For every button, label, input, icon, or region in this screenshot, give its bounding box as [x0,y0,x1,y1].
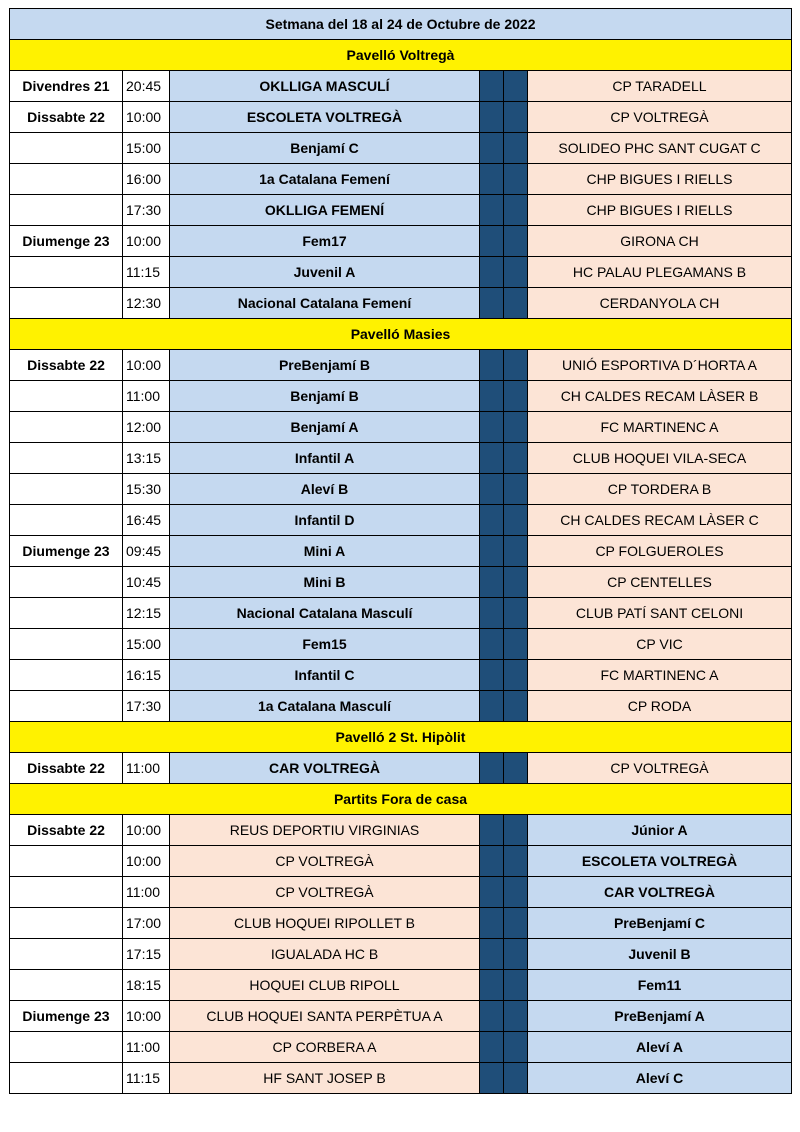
match-day: Diumenge 23 [10,226,123,257]
match-right: CHP BIGUES I RIELLS [528,164,792,195]
divider-cell [504,1032,528,1063]
match-left: CP VOLTREGÀ [170,846,480,877]
match-left: Benjamí A [170,412,480,443]
match-left: OKLLIGA FEMENÍ [170,195,480,226]
match-left: Fem17 [170,226,480,257]
divider-cell [504,474,528,505]
divider-cell [504,381,528,412]
divider-cell [480,505,504,536]
match-day [10,1032,123,1063]
match-row [10,908,792,939]
match-time: 11:15 [123,1063,170,1094]
divider-cell [480,474,504,505]
match-day: Diumenge 23 [10,1001,123,1032]
match-row [10,226,792,257]
match-right: CP VOLTREGÀ [528,102,792,133]
divider-cell [480,226,504,257]
match-time: 17:30 [123,691,170,722]
match-right: GIRONA CH [528,226,792,257]
divider-cell [480,846,504,877]
match-time: 11:00 [123,877,170,908]
section-title: Pavelló 2 St. Hipòlit [10,722,792,753]
match-day [10,288,123,319]
match-right: CP FOLGUEROLES [528,536,792,567]
match-left: Aleví B [170,474,480,505]
divider-cell [504,691,528,722]
match-right: CH CALDES RECAM LÀSER C [528,505,792,536]
match-row [10,381,792,412]
divider-cell [480,195,504,226]
match-right: CP TORDERA B [528,474,792,505]
match-time: 10:00 [123,846,170,877]
divider-cell [480,102,504,133]
divider-cell [480,350,504,381]
match-left: CLUB HOQUEI RIPOLLET B [170,908,480,939]
match-row [10,753,792,784]
section-title: Partits Fora de casa [10,784,792,815]
divider-cell [504,164,528,195]
match-row [10,350,792,381]
match-left: HF SANT JOSEP B [170,1063,480,1094]
divider-cell [504,1001,528,1032]
match-row [10,939,792,970]
match-time: 17:30 [123,195,170,226]
divider-cell [504,288,528,319]
match-left: CAR VOLTREGÀ [170,753,480,784]
section-title: Pavelló Voltregà [10,40,792,71]
match-row [10,133,792,164]
divider-cell [504,71,528,102]
match-time: 16:15 [123,660,170,691]
match-day [10,164,123,195]
match-left: Infantil A [170,443,480,474]
match-time: 11:00 [123,381,170,412]
match-left: HOQUEI CLUB RIPOLL [170,970,480,1001]
divider-cell [480,1001,504,1032]
divider-cell [480,536,504,567]
divider-cell [480,443,504,474]
divider-cell [480,815,504,846]
match-day [10,474,123,505]
match-time: 15:30 [123,474,170,505]
match-day [10,629,123,660]
match-left: Nacional Catalana Masculí [170,598,480,629]
match-row [10,598,792,629]
divider-cell [480,939,504,970]
match-left: 1a Catalana Masculí [170,691,480,722]
divider-cell [504,257,528,288]
schedule-title: Setmana del 18 al 24 de Octubre de 2022 [10,9,792,40]
match-day: Dissabte 22 [10,102,123,133]
match-time: 12:15 [123,598,170,629]
match-right: CERDANYOLA CH [528,288,792,319]
divider-cell [504,133,528,164]
match-time: 17:15 [123,939,170,970]
match-time: 09:45 [123,536,170,567]
match-day [10,908,123,939]
divider-cell [480,381,504,412]
match-day [10,598,123,629]
match-day [10,691,123,722]
match-right: FC MARTINENC A [528,660,792,691]
match-left: Fem15 [170,629,480,660]
match-right: Juvenil B [528,939,792,970]
divider-cell [504,629,528,660]
divider-cell [480,598,504,629]
match-row [10,1001,792,1032]
match-right: CP VOLTREGÀ [528,753,792,784]
match-right: CAR VOLTREGÀ [528,877,792,908]
divider-cell [480,970,504,1001]
divider-cell [504,970,528,1001]
match-day [10,381,123,412]
section-header-row [10,319,792,350]
match-left: IGUALADA HC B [170,939,480,970]
match-right: HC PALAU PLEGAMANS B [528,257,792,288]
match-row [10,474,792,505]
match-time: 10:00 [123,815,170,846]
divider-cell [504,908,528,939]
section-header-row [10,784,792,815]
divider-cell [504,505,528,536]
section-header-row [10,40,792,71]
match-time: 11:00 [123,753,170,784]
divider-cell [480,71,504,102]
match-time: 11:00 [123,1032,170,1063]
divider-cell [504,226,528,257]
match-left: Benjamí C [170,133,480,164]
match-day [10,567,123,598]
section-title: Pavelló Masies [10,319,792,350]
match-row [10,536,792,567]
match-row [10,846,792,877]
match-time: 15:00 [123,133,170,164]
match-right: PreBenjamí A [528,1001,792,1032]
match-day [10,1063,123,1094]
title-row [10,9,792,40]
match-left: 1a Catalana Femení [170,164,480,195]
match-left: Mini A [170,536,480,567]
match-day [10,443,123,474]
divider-cell [504,536,528,567]
match-time: 10:00 [123,102,170,133]
match-row [10,629,792,660]
divider-cell [480,877,504,908]
match-time: 11:15 [123,257,170,288]
match-left: Infantil D [170,505,480,536]
divider-cell [504,412,528,443]
match-right: Aleví A [528,1032,792,1063]
match-time: 15:00 [123,629,170,660]
match-day [10,877,123,908]
divider-cell [480,629,504,660]
match-row [10,443,792,474]
match-right: ESCOLETA VOLTREGÀ [528,846,792,877]
match-row [10,257,792,288]
divider-cell [480,1032,504,1063]
match-right: Júnior A [528,815,792,846]
match-row [10,877,792,908]
match-day [10,412,123,443]
match-day [10,195,123,226]
divider-cell [504,753,528,784]
match-row [10,970,792,1001]
divider-cell [480,1063,504,1094]
match-time: 18:15 [123,970,170,1001]
match-left: REUS DEPORTIU VIRGINIAS [170,815,480,846]
match-right: FC MARTINENC A [528,412,792,443]
match-row [10,164,792,195]
divider-cell [480,660,504,691]
divider-cell [480,567,504,598]
divider-cell [480,133,504,164]
schedule-body [10,9,792,1094]
match-row [10,660,792,691]
match-left: PreBenjamí B [170,350,480,381]
match-row [10,505,792,536]
match-left: OKLLIGA MASCULÍ [170,71,480,102]
match-right: SOLIDEO PHC SANT CUGAT C [528,133,792,164]
match-left: Benjamí B [170,381,480,412]
match-row [10,71,792,102]
match-day [10,505,123,536]
match-time: 17:00 [123,908,170,939]
match-time: 10:45 [123,567,170,598]
match-row [10,1063,792,1094]
match-right: CP CENTELLES [528,567,792,598]
match-day [10,939,123,970]
divider-cell [480,288,504,319]
match-left: Infantil C [170,660,480,691]
match-day: Divendres 21 [10,71,123,102]
match-time: 12:30 [123,288,170,319]
match-left: Nacional Catalana Femení [170,288,480,319]
match-day: Dissabte 22 [10,350,123,381]
section-header-row [10,722,792,753]
divider-cell [504,877,528,908]
divider-cell [480,257,504,288]
match-day [10,257,123,288]
schedule-table [9,8,792,1094]
match-left: CP VOLTREGÀ [170,877,480,908]
match-day: Dissabte 22 [10,815,123,846]
divider-cell [504,939,528,970]
divider-cell [480,908,504,939]
match-right: CLUB HOQUEI VILA-SECA [528,443,792,474]
divider-cell [504,567,528,598]
divider-cell [480,753,504,784]
match-right: CLUB PATÍ SANT CELONI [528,598,792,629]
match-row [10,567,792,598]
match-time: 16:00 [123,164,170,195]
match-right: CP TARADELL [528,71,792,102]
divider-cell [504,195,528,226]
match-row [10,1032,792,1063]
match-day [10,970,123,1001]
match-row [10,195,792,226]
match-time: 10:00 [123,350,170,381]
divider-cell [504,815,528,846]
match-left: CLUB HOQUEI SANTA PERPÈTUA A [170,1001,480,1032]
match-left: Juvenil A [170,257,480,288]
divider-cell [504,660,528,691]
divider-cell [504,443,528,474]
match-day [10,660,123,691]
match-right: CH CALDES RECAM LÀSER B [528,381,792,412]
match-left: Mini B [170,567,480,598]
match-time: 12:00 [123,412,170,443]
match-row [10,288,792,319]
divider-cell [504,350,528,381]
match-left: ESCOLETA VOLTREGÀ [170,102,480,133]
match-row [10,815,792,846]
match-right: CP RODA [528,691,792,722]
match-row [10,691,792,722]
match-time: 20:45 [123,71,170,102]
match-right: Aleví C [528,1063,792,1094]
match-row [10,412,792,443]
match-left: CP CORBERA A [170,1032,480,1063]
match-time: 16:45 [123,505,170,536]
match-day: Dissabte 22 [10,753,123,784]
divider-cell [480,691,504,722]
match-right: CHP BIGUES I RIELLS [528,195,792,226]
match-right: PreBenjamí C [528,908,792,939]
match-right: UNIÓ ESPORTIVA D´HORTA A [528,350,792,381]
match-right: Fem11 [528,970,792,1001]
divider-cell [504,102,528,133]
divider-cell [480,412,504,443]
match-day: Diumenge 23 [10,536,123,567]
match-day [10,133,123,164]
match-day [10,846,123,877]
divider-cell [504,846,528,877]
divider-cell [504,1063,528,1094]
divider-cell [504,598,528,629]
match-time: 13:15 [123,443,170,474]
match-right: CP VIC [528,629,792,660]
match-time: 10:00 [123,226,170,257]
match-row [10,102,792,133]
divider-cell [480,164,504,195]
match-time: 10:00 [123,1001,170,1032]
